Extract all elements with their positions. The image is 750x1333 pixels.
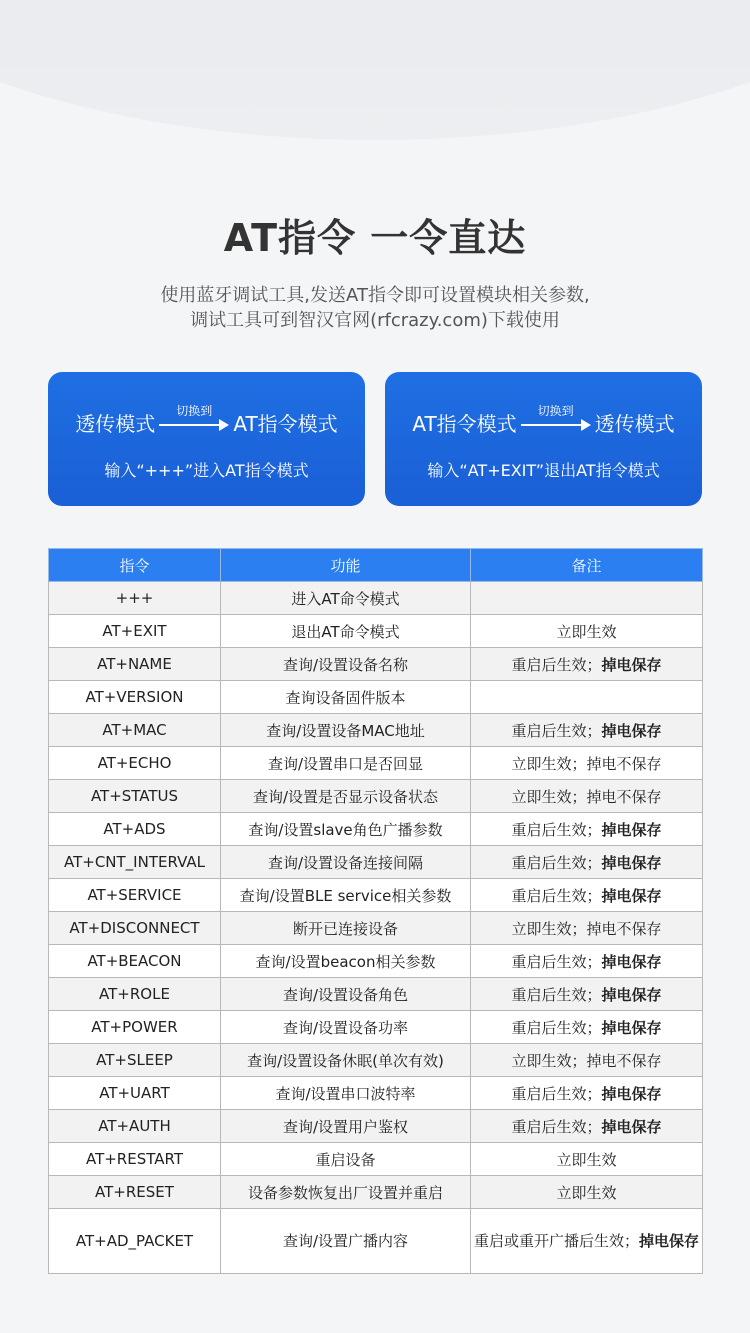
cell-note — [471, 780, 703, 813]
cell-function: 查询设备固件版本 — [221, 681, 471, 714]
cell-command: AT+ROLE — [49, 978, 221, 1011]
cell-function: 断开已连接设备 — [221, 912, 471, 945]
cell-function: 重启设备 — [221, 1143, 471, 1176]
cell-function: 查询/设置设备连接间隔 — [221, 846, 471, 879]
mode-row — [385, 403, 702, 437]
cell-command: AT+RESET — [49, 1176, 221, 1209]
to-mode: 透传模式 — [594, 412, 675, 436]
cell-function: 查询/设置串口是否回显 — [221, 747, 471, 780]
note-text: 重启后生效； — [511, 1084, 602, 1103]
cell-note — [471, 1011, 703, 1044]
header-command: 指令 — [49, 549, 221, 582]
page-title: AT指令 一令直达 — [223, 216, 527, 260]
cell-command: AT+AUTH — [49, 1110, 221, 1143]
note-text: 立即生效；掉电不保存 — [511, 787, 662, 806]
cell-function: 查询/设置串口波特率 — [221, 1077, 471, 1110]
mode-hint: 输入“AT+EXIT”退出AT指令模式 — [427, 461, 660, 480]
header-note: 备注 — [471, 549, 703, 582]
note-text: 重启后生效； — [511, 721, 602, 740]
note-text: 立即生效 — [556, 1183, 617, 1202]
cell-note — [471, 714, 703, 747]
cell-command: AT+EXIT — [49, 615, 221, 648]
cell-function: 查询/设置用户鉴权 — [221, 1110, 471, 1143]
cell-note — [471, 879, 703, 912]
from-mode: 透传模式 — [75, 412, 156, 436]
cell-command: AT+AD_PACKET — [49, 1209, 221, 1274]
cell-note — [471, 681, 703, 714]
arrow-label: 切换到 — [537, 403, 574, 418]
cell-command: AT+UART — [49, 1077, 221, 1110]
note-bold-text: 掉电保存 — [601, 853, 662, 872]
note-bold-text: 掉电保存 — [601, 1117, 662, 1136]
from-mode: AT指令模式 — [412, 412, 517, 436]
note-text: 立即生效；掉电不保存 — [511, 754, 662, 773]
note-bold-text: 掉电保存 — [601, 985, 662, 1004]
cell-command: AT+MAC — [49, 714, 221, 747]
mode-switch-card-enter — [48, 372, 365, 506]
mode-switch-card-exit — [385, 372, 702, 506]
note-text: 重启后生效； — [511, 952, 602, 971]
cell-note — [471, 615, 703, 648]
cell-function: 查询/设置beacon相关参数 — [221, 945, 471, 978]
cell-function: 查询/设置设备休眠(单次有效) — [221, 1044, 471, 1077]
cell-function: 查询/设置设备名称 — [221, 648, 471, 681]
table-row — [49, 747, 703, 780]
subtitle-line-2: 调试工具可到智汉官网(rfcrazy.com)下载使用 — [190, 310, 560, 331]
note-bold-text: 掉电保存 — [601, 1018, 662, 1037]
cell-command: AT+BEACON — [49, 945, 221, 978]
table-row — [49, 1176, 703, 1209]
cell-function: 查询/设置BLE service相关参数 — [221, 879, 471, 912]
top-background-arc — [0, 0, 750, 140]
table-row — [49, 648, 703, 681]
table-row — [49, 1209, 703, 1274]
table-row — [49, 813, 703, 846]
cell-function: 查询/设置设备角色 — [221, 978, 471, 1011]
table-row — [49, 1044, 703, 1077]
cell-command: +++ — [49, 582, 221, 615]
note-text: 重启后生效； — [511, 886, 602, 905]
cell-command: AT+STATUS — [49, 780, 221, 813]
note-text: 立即生效；掉电不保存 — [511, 919, 662, 938]
note-bold-text: 掉电保存 — [639, 1231, 700, 1250]
cell-command: AT+ECHO — [49, 747, 221, 780]
header-function: 功能 — [221, 549, 471, 582]
note-text: 立即生效；掉电不保存 — [511, 1051, 662, 1070]
table-row — [49, 879, 703, 912]
note-bold-text: 掉电保存 — [601, 655, 662, 674]
mode-row — [48, 403, 365, 437]
note-text: 重启后生效； — [511, 985, 602, 1004]
cell-function: 查询/设置设备MAC地址 — [221, 714, 471, 747]
table-row — [49, 1110, 703, 1143]
cell-note — [471, 813, 703, 846]
table-row — [49, 681, 703, 714]
table-header-row — [49, 549, 703, 582]
cell-command: AT+SERVICE — [49, 879, 221, 912]
note-bold-text: 掉电保存 — [601, 820, 662, 839]
table-row — [49, 978, 703, 1011]
note-text: 重启或重开广播后生效； — [473, 1231, 639, 1250]
cell-command: AT+SLEEP — [49, 1044, 221, 1077]
cell-command: AT+NAME — [49, 648, 221, 681]
right-arrow-icon — [521, 403, 591, 435]
table-row — [49, 780, 703, 813]
cell-command: AT+VERSION — [49, 681, 221, 714]
cell-function: 查询/设置广播内容 — [221, 1209, 471, 1274]
subtitle-line-1: 使用蓝牙调试工具,发送AT指令即可设置模块相关参数, — [160, 285, 590, 306]
note-text: 重启后生效； — [511, 853, 602, 872]
table-row — [49, 1011, 703, 1044]
cell-note — [471, 1077, 703, 1110]
at-command-table — [48, 548, 703, 1274]
cell-function: 查询/设置slave角色广播参数 — [221, 813, 471, 846]
cell-note — [471, 846, 703, 879]
cell-note — [471, 978, 703, 1011]
cell-note — [471, 1176, 703, 1209]
cell-command: AT+RESTART — [49, 1143, 221, 1176]
table-row — [49, 714, 703, 747]
mode-hint: 输入“+++”进入AT指令模式 — [104, 461, 309, 480]
note-text: 立即生效 — [556, 1150, 617, 1169]
table-row — [49, 912, 703, 945]
cell-note — [471, 648, 703, 681]
cell-note — [471, 582, 703, 615]
note-bold-text: 掉电保存 — [601, 1084, 662, 1103]
cell-command: AT+ADS — [49, 813, 221, 846]
arrow-label: 切换到 — [176, 403, 213, 418]
cell-command: AT+POWER — [49, 1011, 221, 1044]
cell-function: 查询/设置设备功率 — [221, 1011, 471, 1044]
cell-note — [471, 1143, 703, 1176]
right-arrow-icon — [159, 403, 229, 435]
note-text: 重启后生效； — [511, 1117, 602, 1136]
table-row — [49, 1143, 703, 1176]
table-row — [49, 615, 703, 648]
cell-function: 查询/设置是否显示设备状态 — [221, 780, 471, 813]
note-bold-text: 掉电保存 — [601, 886, 662, 905]
table-row — [49, 846, 703, 879]
cell-note — [471, 912, 703, 945]
cell-note — [471, 1110, 703, 1143]
cell-note — [471, 1044, 703, 1077]
table-row — [49, 582, 703, 615]
note-text: 立即生效 — [556, 622, 617, 641]
cell-function: 进入AT命令模式 — [221, 582, 471, 615]
note-text: 重启后生效； — [511, 1018, 602, 1037]
note-bold-text: 掉电保存 — [601, 952, 662, 971]
cell-note — [471, 1209, 703, 1274]
page-subtitle — [0, 283, 750, 333]
note-text: 重启后生效； — [511, 655, 602, 674]
cell-function: 设备参数恢复出厂设置并重启 — [221, 1176, 471, 1209]
table-row — [49, 945, 703, 978]
to-mode: AT指令模式 — [233, 412, 338, 436]
note-text: 重启后生效； — [511, 820, 602, 839]
table-row — [49, 1077, 703, 1110]
cell-command: AT+CNT_INTERVAL — [49, 846, 221, 879]
note-bold-text: 掉电保存 — [601, 721, 662, 740]
cell-note — [471, 945, 703, 978]
cell-note — [471, 747, 703, 780]
cell-command: AT+DISCONNECT — [49, 912, 221, 945]
cell-function: 退出AT命令模式 — [221, 615, 471, 648]
